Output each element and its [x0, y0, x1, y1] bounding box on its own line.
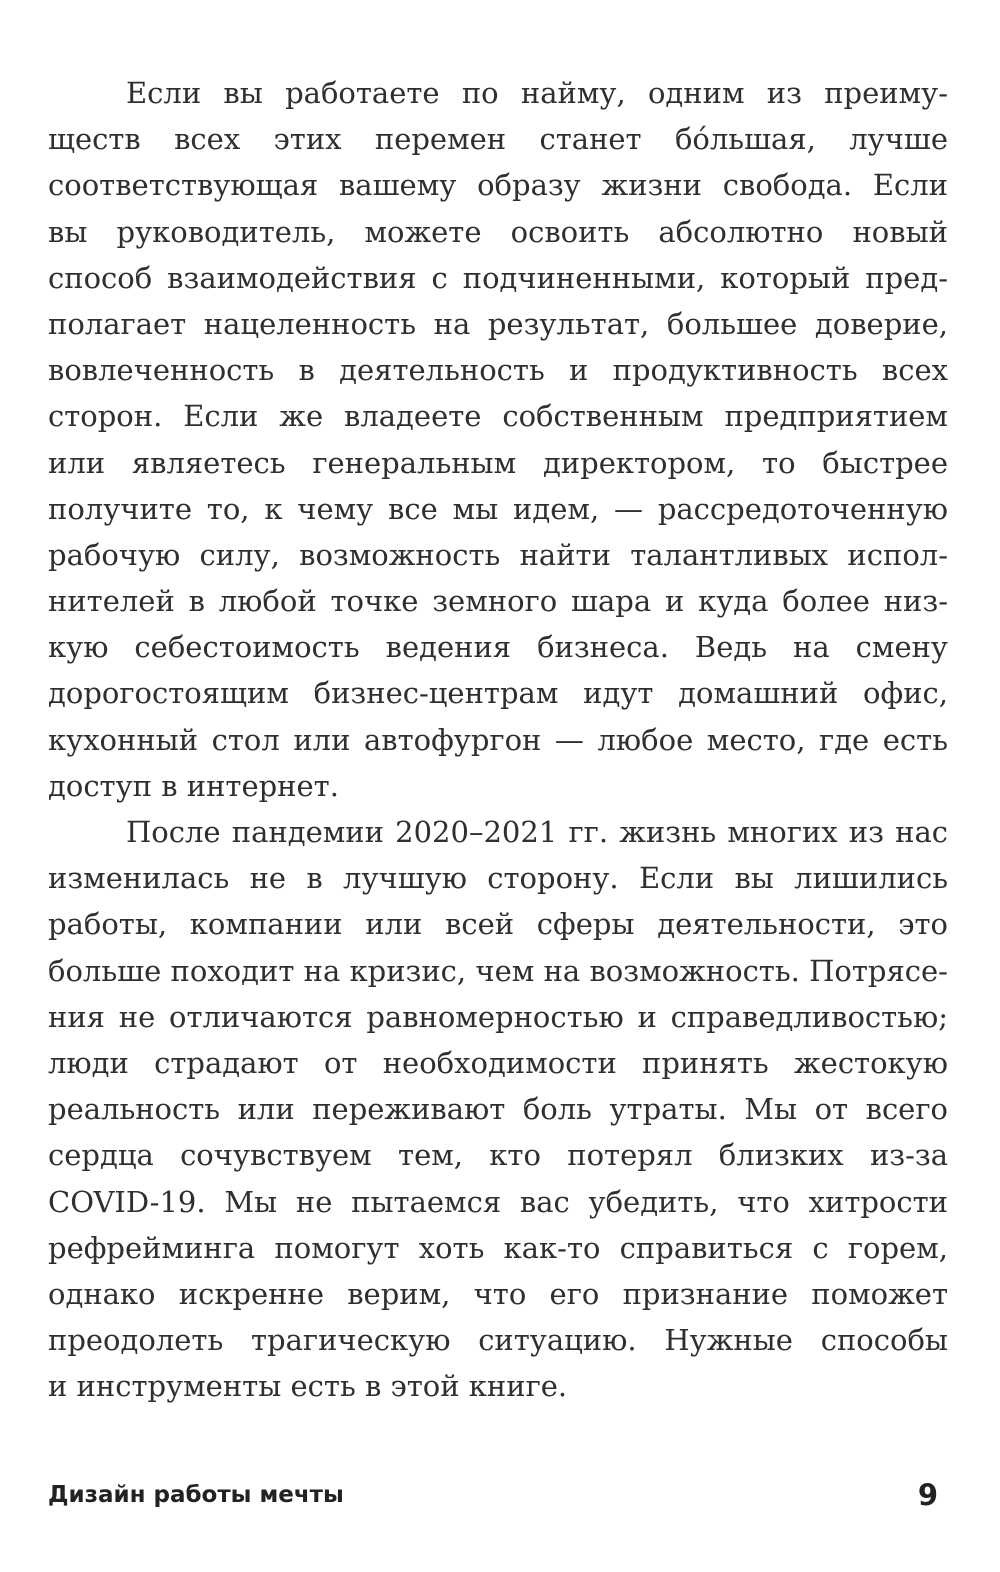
- text-line: кухонный стол или автофургон — любое место, где есть: [48, 722, 948, 757]
- text-line: вовлеченность в деятельность и продуктивность всех: [48, 353, 948, 388]
- page-footer: [48, 1475, 938, 1515]
- text-line: соответствующая вашему образу жизни свобода. Если: [48, 168, 948, 203]
- text-line: дорогостоящим бизнес-центрам идут домашний офис,: [48, 676, 948, 711]
- text-line: полагает нацеленность на результат, большее доверие,: [48, 306, 948, 341]
- text-line: и инструменты есть в этой книге.: [48, 1369, 568, 1404]
- text-line: получите то, к чему все мы идем, — рассредоточенную: [48, 491, 948, 526]
- text-line: работы, компании или всей сферы деятельности, это: [48, 907, 948, 942]
- text-line: ния не отличаются равномерностью и справедливостью;: [48, 999, 948, 1034]
- text-line: люди страдают от необходимости принять жестокую: [48, 1045, 948, 1080]
- text-line: вы руководитель, можете освоить абсолютно новый: [48, 214, 948, 249]
- text-line: изменилась не в лучшую сторону. Если вы лишились: [48, 861, 948, 896]
- text-line: способ взаимодействия с подчиненными, который пред-: [48, 260, 948, 295]
- page-number: 9: [917, 1478, 938, 1512]
- body-text: [48, 70, 948, 1409]
- text-line: или являетесь генеральным директором, то быстрее: [48, 445, 948, 480]
- text-line: больше походит на кризис, чем на возможность. Потрясе-: [48, 953, 948, 988]
- text-line: ществ всех этих перемен станет бóльшая, лучше: [48, 122, 948, 157]
- text-line: доступ в интернет.: [48, 768, 339, 803]
- text-line: COVID-19. Мы не пытаемся вас убедить, что хитрости: [48, 1184, 948, 1219]
- text-line: однако искренне верим, что его признание поможет: [48, 1276, 948, 1311]
- text-line: кую себестоимость ведения бизнеса. Ведь на смену: [48, 630, 948, 665]
- text-line: рефрейминга помогут хоть как-то справиться с горем,: [48, 1230, 948, 1265]
- text-line: сторон. Если же владеете собственным предприятием: [48, 399, 948, 434]
- text-line: рабочую силу, возможность найти талантливых испол-: [48, 537, 948, 572]
- text-line: Если вы работаете по найму, одним из преиму-: [126, 76, 948, 110]
- text-line: преодолеть трагическую ситуацию. Нужные способы: [48, 1323, 948, 1358]
- text-line: реальность или переживают боль утраты. Мы от всего: [48, 1092, 948, 1127]
- text-line: После пандемии 2020–2021 гг. жизнь многих из нас: [126, 815, 948, 849]
- book-title: Дизайн работы мечты: [48, 1482, 344, 1508]
- text-line: сердца сочувствуем тем, кто потерял близких из-за: [48, 1138, 948, 1173]
- text-line: нителей в любой точке земного шара и куда более низ-: [48, 584, 948, 619]
